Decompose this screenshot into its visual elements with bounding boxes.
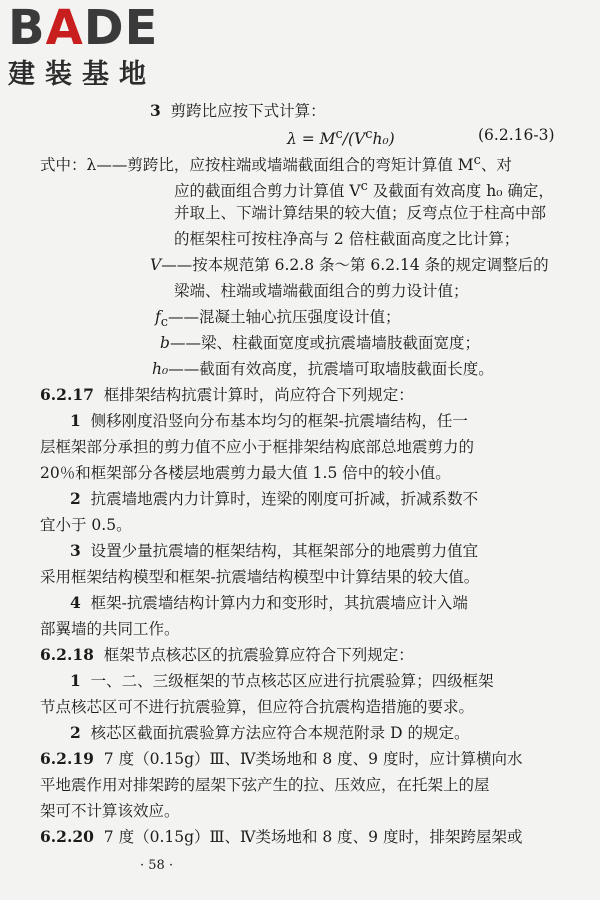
paragraph-text: 20％和框架部分各楼层地震剪力最大值 1.5 倍中的较小值。	[40, 464, 451, 482]
paragraph: 4 框架-抗震墙结构计算内力和变形时，其抗震墙应计入端	[70, 593, 468, 612]
paragraph-text: 采用框架结构模型和框架-抗震墙结构模型中计算结果的较大值。	[40, 568, 480, 586]
definition-v: V——按本规范第 6.2.8 条～第 6.2.14 条的规定调整后的	[150, 256, 549, 274]
paragraph: 2 核芯区截面抗震验算方法应符合本规范附录 D 的规定。	[70, 723, 470, 742]
paragraph-text: 宜小于 0.5。	[40, 516, 132, 534]
paragraph-text: 平地震作用对排架跨的屋架下弦产生的拉、压效应，在托架上的屋	[40, 776, 490, 794]
paragraph: 2 抗震墙地震内力计算时，连梁的刚度可折减，折减系数不	[70, 489, 479, 508]
formula-number: (6.2.16-3)	[478, 126, 555, 144]
definition-lambda: 式中：λ——剪跨比，应按柱端或墙端截面组合的弯矩计算值 $M^c$、对	[40, 153, 512, 175]
paragraph-text: 层框架部分承担的剪力值不应小于框排架结构底部总地震剪力的	[40, 438, 475, 456]
paragraph-text: 节点核芯区可不进行抗震验算，但应符合抗震构造措施的要求。	[40, 698, 475, 716]
paragraph: 3 设置少量抗震墙的框架结构，其框架部分的地震剪力值宜	[70, 541, 479, 560]
logo-wordmark: BADE	[8, 0, 159, 56]
definition-text: 的框架柱可按柱净高与 2 倍柱截面高度之比计算；	[174, 230, 520, 248]
page-number: · 58 ·	[140, 858, 174, 873]
definition-text: 并取上、下端计算结果的较大值；反弯点位于柱高中部	[174, 204, 547, 222]
definition-text: 应的截面组合剪力计算值 $V^c$ 及截面有效高度 h₀ 确定，	[174, 179, 554, 201]
section-6-2-17: 6.2.17 框排架结构抗震计算时，尚应符合下列规定：	[40, 385, 414, 404]
section-6-2-20: 6.2.20 7 度（0.15g）Ⅲ、Ⅳ类场地和 8 度、9 度时，排架跨屋架或	[40, 827, 523, 846]
paragraph-text: 部翼墙的共同工作。	[40, 620, 180, 638]
section-6-2-18: 6.2.18 框架节点核芯区的抗震验算应符合下列规定：	[40, 645, 414, 664]
definition-h0: h₀——截面有效高度，抗震墙可取墙肢截面长度。	[152, 360, 494, 378]
site-logo	[8, 2, 158, 91]
paragraph-text: 架可不计算该效应。	[40, 802, 180, 820]
paragraph: 1 一、二、三级框架的节点核芯区应进行抗震验算；四级框架	[70, 671, 494, 690]
logo-subtitle: 建装基地	[8, 59, 156, 90]
paragraph: 1 侧移刚度沿竖向分布基本均匀的框架-抗震墙结构，任一	[70, 411, 468, 430]
definition-fc: $f_c——$混凝土轴心抗压强度设计值；	[155, 308, 401, 331]
clause-item-3: 3 剪跨比应按下式计算：	[150, 101, 326, 120]
formula: $\lambda = M^c/(V^ch_0)$	[287, 127, 395, 149]
definition-text: 梁端、柱端或墙端截面组合的剪力设计值；	[174, 282, 469, 300]
section-6-2-19: 6.2.19 7 度（0.15g）Ⅲ、Ⅳ类场地和 8 度、9 度时，应计算横向水	[40, 749, 523, 768]
definition-b: b——梁、柱截面宽度或抗震墙墙肢截面宽度；	[160, 334, 480, 352]
